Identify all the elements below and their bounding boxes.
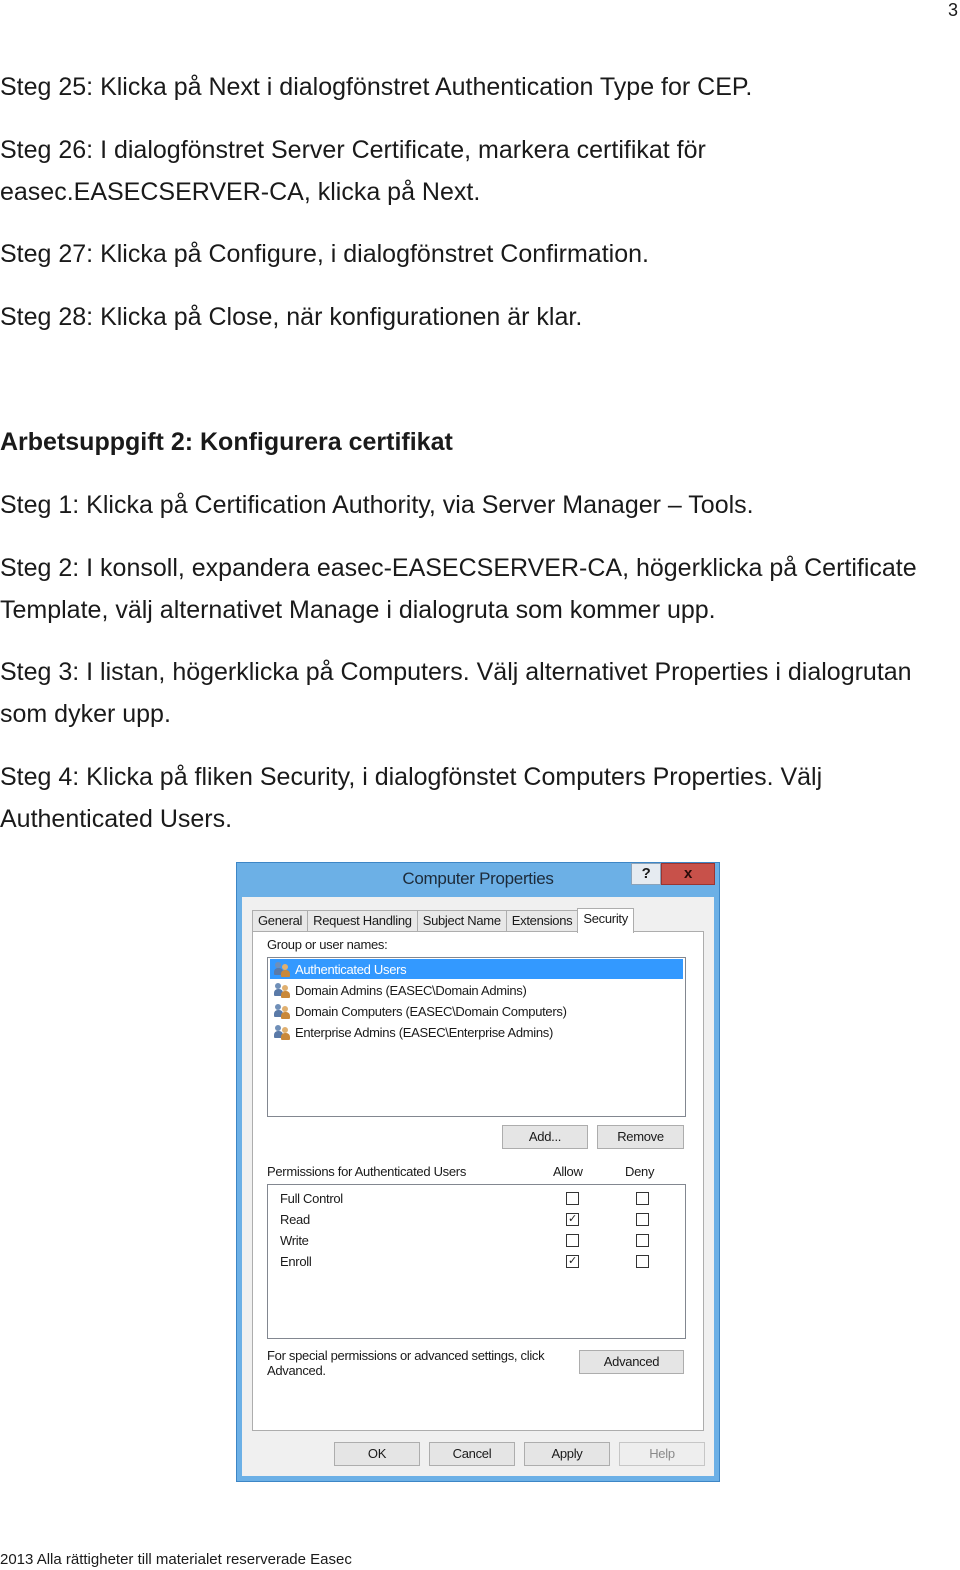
user-item-label: Authenticated Users bbox=[295, 961, 407, 977]
section-heading: Arbetsuppgift 2: Konfigurera certifikat bbox=[0, 428, 453, 456]
tab-subject-name[interactable]: Subject Name bbox=[417, 910, 507, 932]
ok-button[interactable]: OK bbox=[334, 1442, 420, 1466]
read-deny-checkbox[interactable] bbox=[636, 1213, 649, 1226]
user-item-authenticated-users[interactable] bbox=[270, 959, 683, 979]
user-item-enterprise-admins[interactable] bbox=[270, 1022, 683, 1042]
user-group-icon bbox=[274, 1024, 292, 1040]
computer-properties-dialog bbox=[236, 862, 720, 1482]
user-group-icon bbox=[274, 1003, 292, 1019]
group-label: Group or user names: bbox=[267, 937, 388, 952]
add-button[interactable]: Add... bbox=[502, 1125, 588, 1149]
full-control-deny-checkbox[interactable] bbox=[636, 1192, 649, 1205]
advanced-button[interactable]: Advanced bbox=[579, 1350, 684, 1374]
tab-general[interactable]: General bbox=[252, 910, 308, 932]
page-number: 3 bbox=[947, 0, 958, 20]
tab-strip bbox=[252, 908, 633, 932]
apply-button[interactable]: Apply bbox=[524, 1442, 610, 1466]
paragraph-step-28: Steg 28: Klicka på Close, när konfigurationen är klar. bbox=[0, 303, 583, 331]
permissions-label: Permissions for Authenticated Users bbox=[267, 1164, 467, 1179]
permission-name: Full Control bbox=[280, 1191, 343, 1206]
permission-row-write bbox=[280, 1231, 680, 1252]
tab-request-handling[interactable]: Request Handling bbox=[307, 910, 418, 932]
dialog-title: Computer Properties bbox=[402, 869, 554, 888]
paragraph-step-3: Steg 3: I listan, högerklicka på Computers. Välj alternativet Properties i dialogrutan som dyker upp. bbox=[0, 658, 912, 728]
user-item-label: Enterprise Admins (EASEC\Enterprise Admins) bbox=[295, 1024, 554, 1040]
paragraph-step-2: Steg 2: I konsoll, expandera easec-EASECSERVER-CA, högerklicka på Certificate Template, välj alternativet Manage i dialogruta som kommer upp. bbox=[0, 554, 917, 624]
permissions-list bbox=[267, 1184, 686, 1339]
dialog-panel bbox=[242, 897, 714, 1476]
permission-row-full-control bbox=[280, 1189, 680, 1210]
enroll-allow-checkbox[interactable]: ✓ bbox=[566, 1255, 579, 1268]
security-tab-content bbox=[252, 931, 704, 1431]
full-control-allow-checkbox[interactable] bbox=[566, 1192, 579, 1205]
user-list[interactable] bbox=[267, 957, 686, 1117]
permission-row-read bbox=[280, 1210, 680, 1231]
deny-column-header: Deny bbox=[625, 1164, 655, 1179]
page-footer: 2013 Alla rättigheter till materialet reserverade Easec bbox=[0, 1551, 352, 1568]
user-item-domain-admins[interactable] bbox=[270, 980, 683, 1000]
dialog-titlebar[interactable] bbox=[237, 863, 719, 897]
user-item-label: Domain Admins (EASEC\Domain Admins) bbox=[295, 982, 527, 998]
special-permissions-text: For special permissions or advanced settings, click Advanced. bbox=[267, 1348, 545, 1378]
tab-security[interactable]: Security bbox=[577, 908, 634, 933]
paragraph-step-4: Steg 4: Klicka på fliken Security, i dialogfönstet Computers Properties. Välj Authenticated Users. bbox=[0, 763, 823, 833]
user-item-domain-computers[interactable] bbox=[270, 1001, 683, 1021]
paragraph-step-26: Steg 26: I dialogfönstret Server Certificate, markera certifikat för easec.EASECSERVER-CA, klicka på Next. bbox=[0, 136, 706, 206]
permission-name: Read bbox=[280, 1212, 310, 1227]
close-button[interactable]: x bbox=[661, 863, 715, 885]
user-group-icon bbox=[274, 982, 292, 998]
user-group-icon bbox=[274, 961, 292, 977]
write-deny-checkbox[interactable] bbox=[636, 1234, 649, 1247]
permission-name: Enroll bbox=[280, 1254, 312, 1269]
remove-button[interactable]: Remove bbox=[597, 1125, 684, 1149]
permission-name: Write bbox=[280, 1233, 309, 1248]
read-allow-checkbox[interactable]: ✓ bbox=[566, 1213, 579, 1226]
write-allow-checkbox[interactable] bbox=[566, 1234, 579, 1247]
tab-extensions[interactable]: Extensions bbox=[506, 910, 579, 932]
paragraph-step-1: Steg 1: Klicka på Certification Authority, via Server Manager – Tools. bbox=[0, 491, 754, 519]
enroll-deny-checkbox[interactable] bbox=[636, 1255, 649, 1268]
permission-row-enroll bbox=[280, 1252, 680, 1273]
cancel-button[interactable]: Cancel bbox=[429, 1442, 515, 1466]
user-item-label: Domain Computers (EASEC\Domain Computers) bbox=[295, 1003, 567, 1019]
help-title-button[interactable]: ? bbox=[631, 863, 661, 885]
allow-column-header: Allow bbox=[553, 1164, 583, 1179]
paragraph-step-25: Steg 25: Klicka på Next i dialogfönstret Authentication Type for CEP. bbox=[0, 73, 753, 101]
help-button[interactable]: Help bbox=[619, 1442, 705, 1466]
paragraph-step-27: Steg 27: Klicka på Configure, i dialogfönstret Confirmation. bbox=[0, 240, 649, 268]
